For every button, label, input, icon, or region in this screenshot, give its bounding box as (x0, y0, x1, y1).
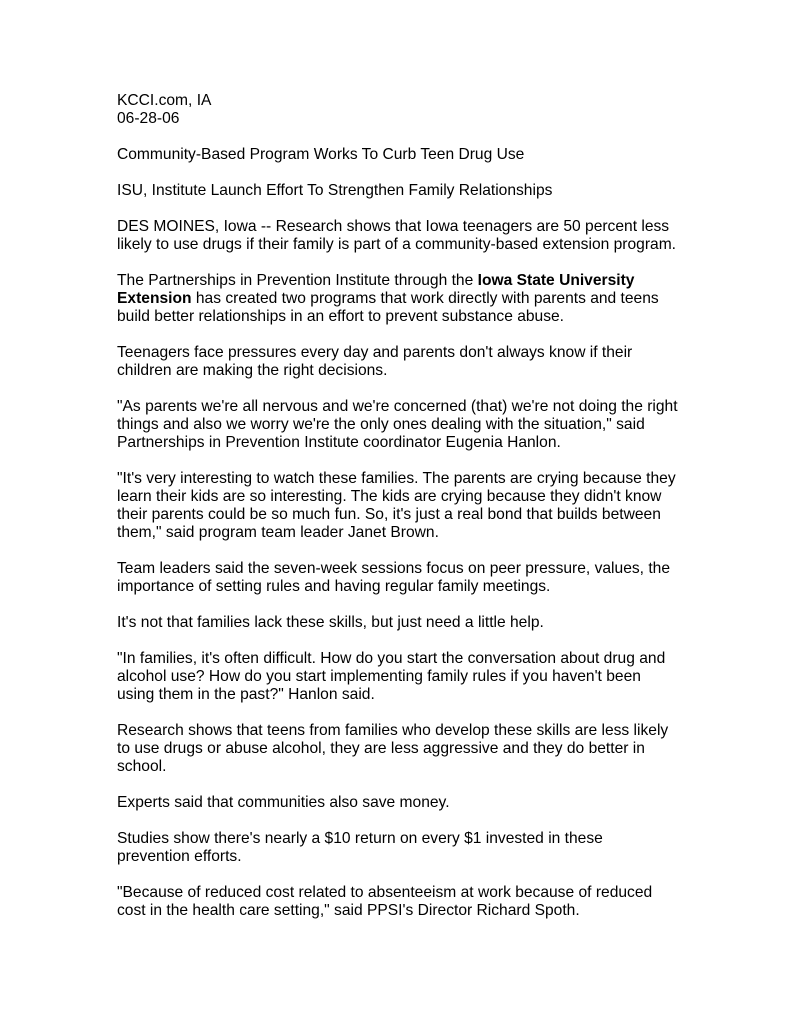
paragraph-line: Teenagers face pressures every day and parents don't always know if their (117, 344, 633, 361)
paragraph-line: "As parents we're all nervous and we're concerned (that) we're not doing the right (117, 398, 678, 415)
paragraph-line (117, 272, 634, 289)
article-header (117, 92, 687, 128)
paragraph-line: school. (117, 758, 167, 775)
paragraph-line: their parents could be so much fun. So, it's just a real bond that builds between (117, 506, 661, 523)
subheadline (117, 182, 687, 200)
paragraph-line: Team leaders said the seven-week sessions focus on peer pressure, values, the (117, 560, 671, 577)
paragraph-8 (117, 650, 687, 704)
paragraph-4 (117, 398, 687, 452)
paragraph-line: Experts said that communities also save money. (117, 794, 450, 811)
paragraph-line: using them in the past?" Hanlon said. (117, 686, 375, 703)
paragraph-line: likely to use drugs if their family is part of a community-based extension program. (117, 236, 677, 253)
paragraph-line (117, 290, 659, 307)
organization-name-bold: Extension (117, 290, 192, 307)
paragraph-line: alcohol use? How do you start implementing family rules if you haven't been (117, 668, 641, 685)
paragraph-line: them," said program team leader Janet Brown. (117, 524, 439, 541)
source-line: KCCI.com, IA (117, 92, 212, 109)
paragraph-text: has created two programs that work directly with parents and teens (191, 290, 659, 307)
paragraph-line: Partnerships in Prevention Institute coordinator Eugenia Hanlon. (117, 434, 561, 451)
paragraph-1 (117, 218, 687, 254)
paragraph-line: to use drugs or abuse alcohol, they are less aggressive and they do better in (117, 740, 645, 757)
paragraph-line: prevention efforts. (117, 848, 242, 865)
paragraph-11 (117, 830, 687, 866)
paragraph-line: children are making the right decisions. (117, 362, 388, 379)
paragraph-2 (117, 272, 687, 326)
paragraph-line: things and also we worry we're the only ones dealing with the situation," said (117, 416, 645, 433)
headline-text: Community-Based Program Works To Curb Teen Drug Use (117, 146, 525, 163)
date-line: 06-28-06 (117, 110, 180, 127)
paragraph-line: build better relationships in an effort to prevent substance abuse. (117, 308, 565, 325)
subheadline-text: ISU, Institute Launch Effort To Strengthen Family Relationships (117, 182, 553, 199)
paragraph-line: "It's very interesting to watch these families. The parents are crying because they (117, 470, 676, 487)
paragraph-text: The Partnerships in Prevention Institute through the (117, 272, 478, 289)
paragraph-6 (117, 560, 687, 596)
paragraph-line: "Because of reduced cost related to absenteeism at work because of reduced (117, 884, 653, 901)
paragraph-line: "In families, it's often difficult. How do you start the conversation about drug and (117, 650, 666, 667)
paragraph-line: DES MOINES, Iowa -- Research shows that Iowa teenagers are 50 percent less (117, 218, 670, 235)
paragraph-7 (117, 614, 687, 632)
organization-name-bold: Iowa State University (477, 272, 635, 289)
paragraph-3 (117, 344, 687, 380)
paragraph-12 (117, 884, 687, 920)
paragraph-line: learn their kids are so interesting. The kids are crying because they didn't know (117, 488, 662, 505)
paragraph-10 (117, 794, 687, 812)
paragraph-line: It's not that families lack these skills, but just need a little help. (117, 614, 544, 631)
paragraph-line: Studies show there's nearly a $10 return on every $1 invested in these (117, 830, 603, 847)
paragraph-line: importance of setting rules and having regular family meetings. (117, 578, 551, 595)
paragraph-5 (117, 470, 687, 542)
paragraph-line: Research shows that teens from families who develop these skills are less likely (117, 722, 669, 739)
paragraph-9 (117, 722, 687, 776)
article-page (117, 92, 687, 938)
headline (117, 146, 687, 164)
paragraph-line: cost in the health care setting," said PPSI's Director Richard Spoth. (117, 902, 580, 919)
